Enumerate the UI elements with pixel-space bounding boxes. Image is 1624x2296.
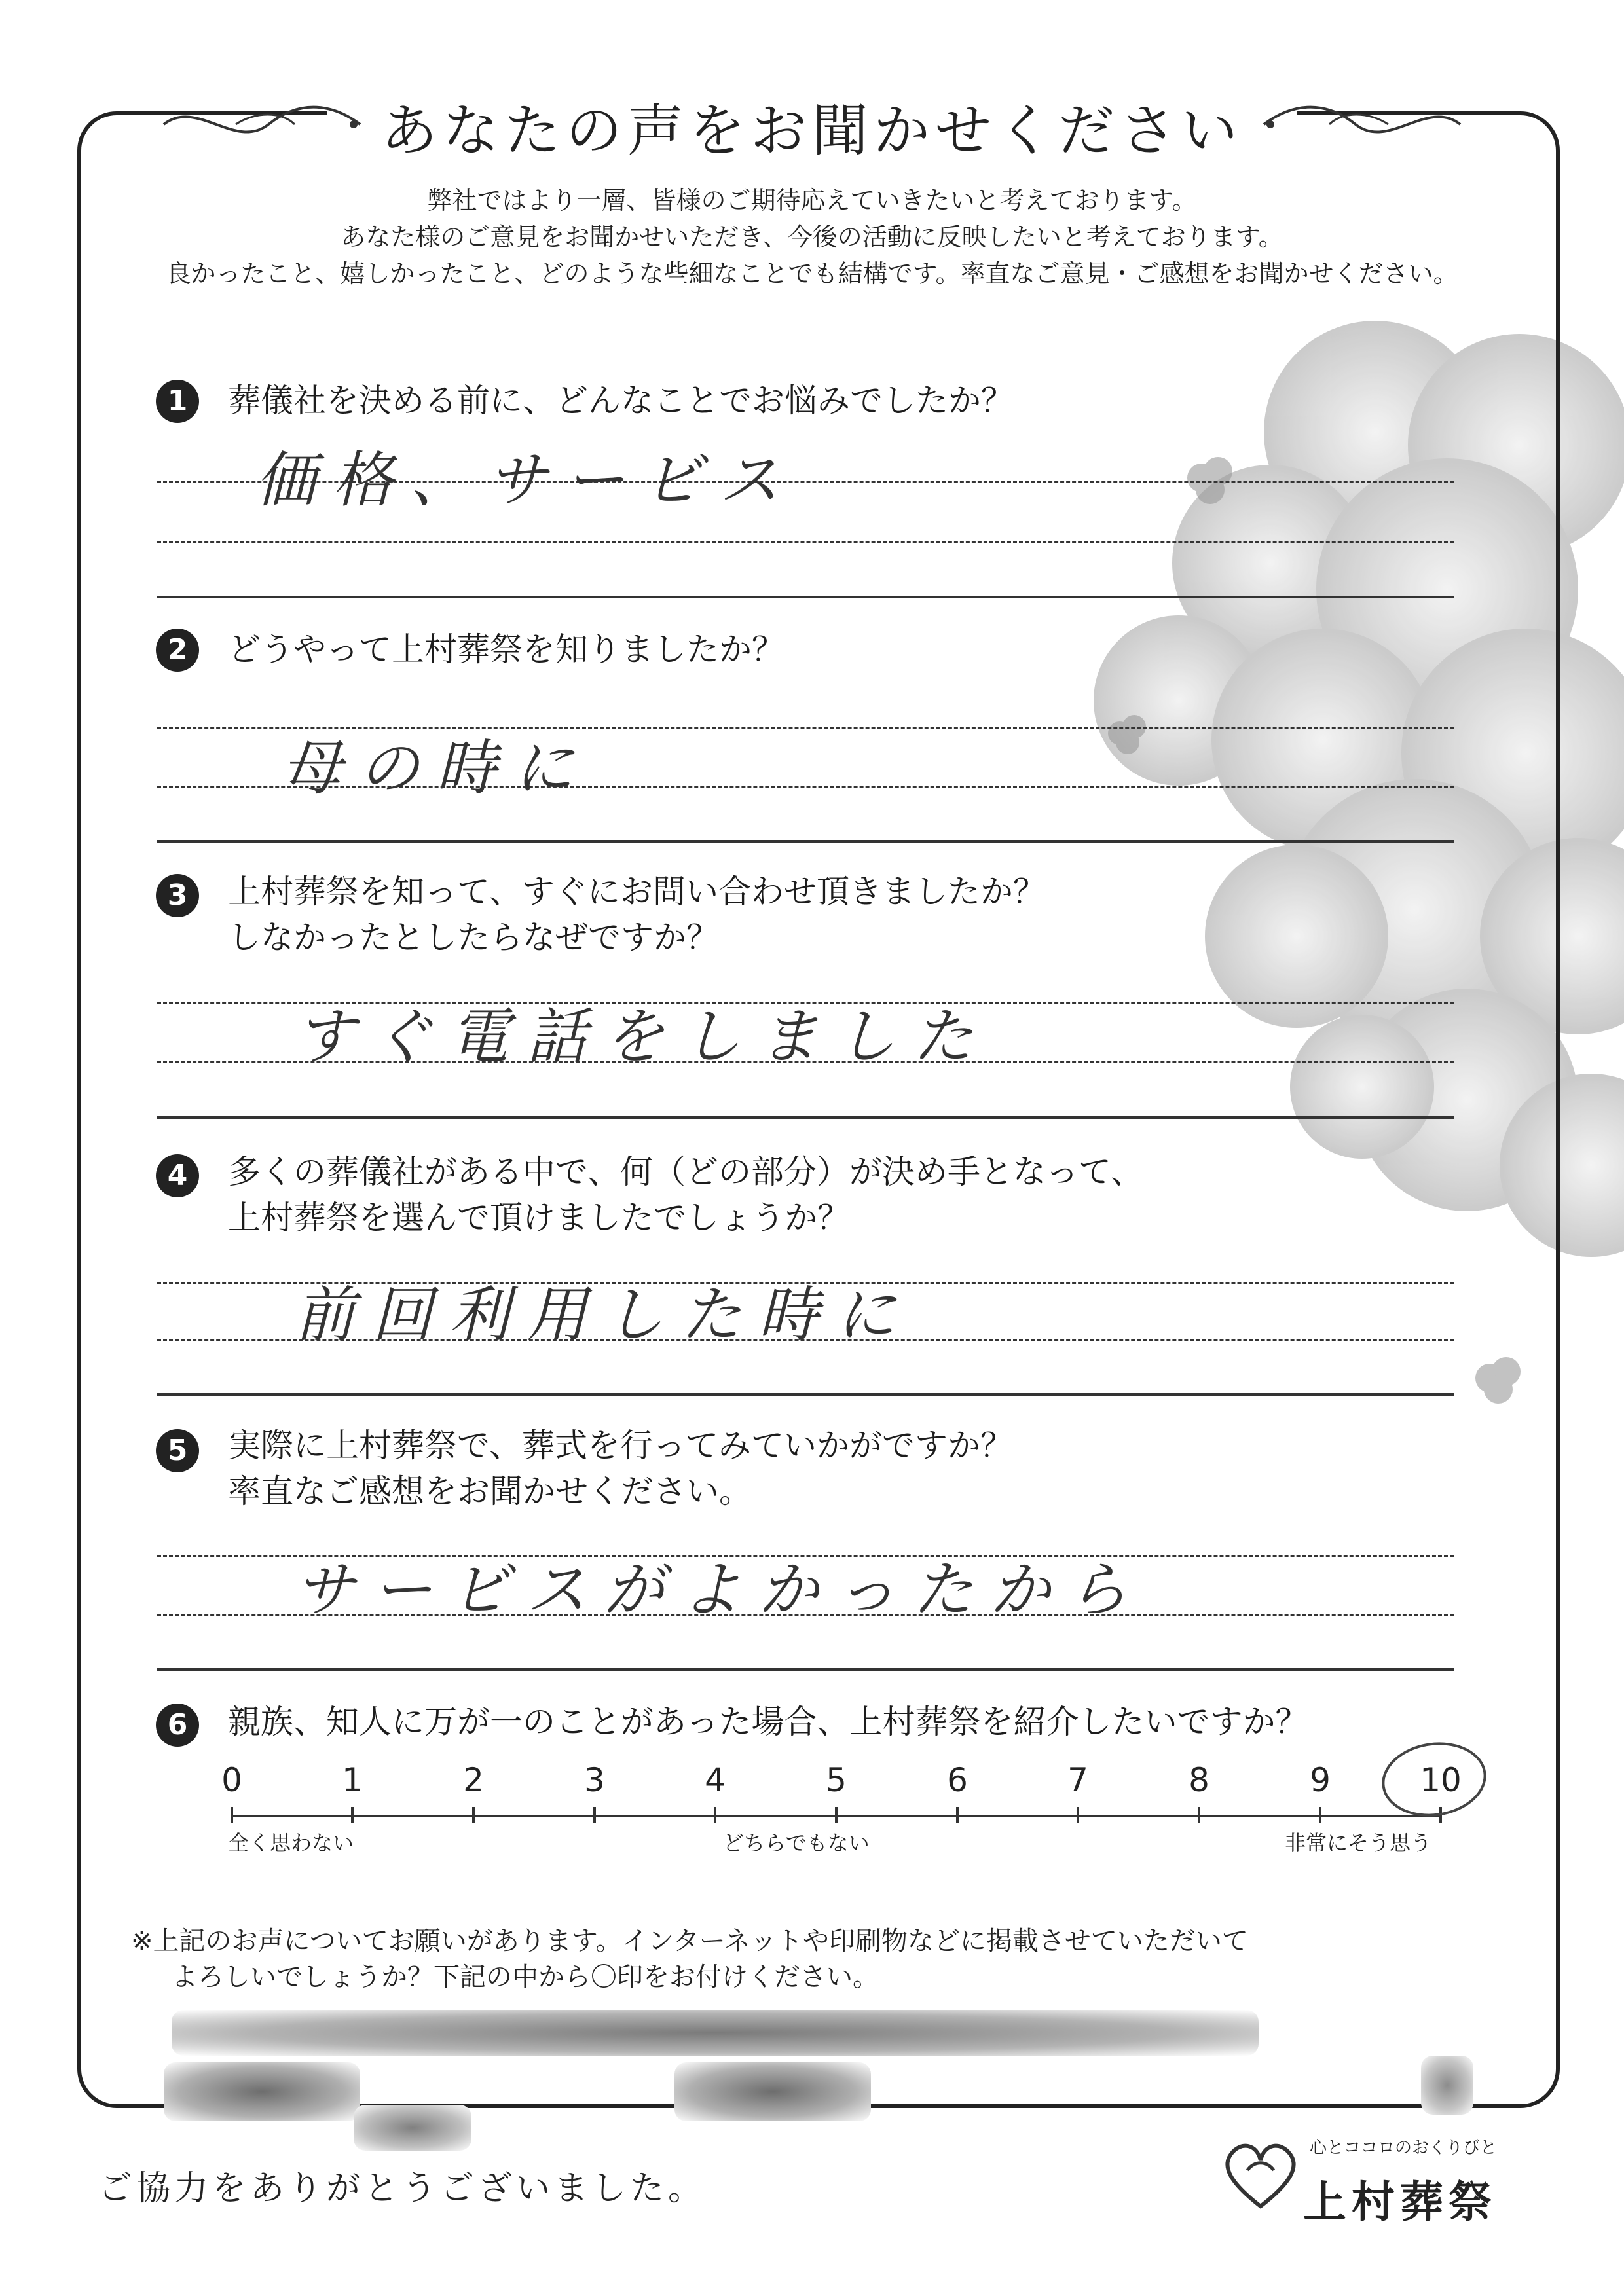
answer-3: すぐ電話をしました xyxy=(295,1002,991,1072)
question-5-line-1: 実際に上村葬祭で、葬式を行ってみていかがですか？ xyxy=(228,1427,1013,1465)
thanks-message: ご協力をありがとうございました。 xyxy=(98,2169,707,2208)
section-divider xyxy=(157,1393,1454,1396)
rating-option[interactable]: 2 xyxy=(463,1761,484,1799)
section-divider xyxy=(157,840,1454,843)
section-divider xyxy=(157,596,1454,598)
section-divider xyxy=(157,1116,1454,1119)
rating-option[interactable]: 6 xyxy=(947,1761,968,1799)
question-3-line-2: しなかったとしたらなぜですか？ xyxy=(228,919,719,957)
answer-line xyxy=(157,786,1454,788)
question-number-1: 1 xyxy=(156,380,199,423)
right-flourish-icon xyxy=(1257,98,1467,151)
scale-tick xyxy=(1319,1807,1321,1823)
scale-tick xyxy=(351,1807,354,1823)
redacted-area xyxy=(1421,2056,1473,2115)
rating-option[interactable]: 1 xyxy=(342,1761,363,1799)
answer-line xyxy=(157,1614,1454,1616)
rating-option[interactable]: 3 xyxy=(584,1761,605,1799)
redacted-area xyxy=(164,2062,360,2121)
question-1-text: 葬儀社を決める前に、どんなことでお悩みでしたか？ xyxy=(228,382,1014,420)
scale-tick xyxy=(835,1807,838,1823)
scale-tick xyxy=(714,1807,716,1823)
rating-option[interactable]: 5 xyxy=(826,1761,847,1799)
section-divider xyxy=(157,1668,1454,1671)
question-3-line-1: 上村葬祭を知って、すぐにお問い合わせ頂きましたか？ xyxy=(228,873,1046,911)
answer-line xyxy=(157,541,1454,543)
question-number-3: 3 xyxy=(156,874,199,917)
rating-option[interactable]: 10 xyxy=(1420,1761,1462,1799)
scale-tick xyxy=(472,1807,475,1823)
answer-5: サービスがよかったから xyxy=(295,1555,1145,1625)
scale-tick xyxy=(231,1807,233,1823)
redacted-area xyxy=(354,2105,471,2151)
scale-label-low: 全く思わない xyxy=(228,1831,354,1855)
logo-tagline: 心とココロのおくりびと xyxy=(1310,2138,1498,2158)
redacted-area xyxy=(172,2010,1259,2056)
rating-option[interactable]: 4 xyxy=(705,1761,726,1799)
logo-name: 上村葬祭 xyxy=(1303,2177,1497,2227)
answer-line xyxy=(157,1339,1454,1341)
rating-option[interactable]: 8 xyxy=(1189,1761,1209,1799)
redacted-area xyxy=(674,2062,871,2121)
answer-line xyxy=(157,1061,1454,1063)
scale-tick xyxy=(593,1807,596,1823)
scale-label-mid: どちらでもない xyxy=(723,1831,870,1855)
question-4-line-1: 多くの葬儀社がある中で、何（どの部分）が決め手となって、 xyxy=(228,1153,1143,1191)
scale-tick xyxy=(1077,1807,1079,1823)
scale-tick xyxy=(1198,1807,1200,1823)
rating-option[interactable]: 9 xyxy=(1310,1761,1331,1799)
consent-note-line-1: ※上記のお声についてお願いがあります。インターネットや印刷物などに掲載させていただいて xyxy=(131,1926,1248,1956)
answer-2: 母の時に xyxy=(282,733,591,803)
page-title: あなたの声をお聞かせください xyxy=(381,98,1243,164)
question-6-text: 親族、知人に万が一のことがあった場合、上村葬祭を紹介したいですか？ xyxy=(228,1703,1308,1741)
intro-line: 良かったこと、嬉しかったこと、どのような些細なことでも結構です。率直なご意見・ご感想をお聞かせください。 xyxy=(166,259,1458,288)
scale-tick xyxy=(1439,1807,1442,1823)
intro-text xyxy=(131,182,1493,292)
answer-1: 価格、サービス xyxy=(255,445,797,515)
consent-note-line-2: よろしいでしょうか？下記の中から〇印をお付けください。 xyxy=(172,1962,879,1992)
question-number-4: 4 xyxy=(156,1154,199,1197)
rating-option[interactable]: 0 xyxy=(221,1761,242,1799)
question-5-line-2: 率直なご感想をお聞かせください。 xyxy=(228,1472,752,1510)
company-logo-icon xyxy=(1218,2131,1303,2216)
scale-tick xyxy=(956,1807,959,1823)
question-number-6: 6 xyxy=(156,1704,199,1747)
left-flourish-icon xyxy=(157,98,367,151)
question-4-line-2: 上村葬祭を選んで頂けましたでしょうか？ xyxy=(228,1199,850,1237)
intro-line: あなた様のご意見をお聞かせいただき、今後の活動に反映したいと考えております。 xyxy=(341,223,1283,251)
answer-line xyxy=(157,481,1454,483)
scale-label-high: 非常にそう思う xyxy=(1285,1831,1432,1855)
question-2-text: どうやって上村葬祭を知りましたか？ xyxy=(228,630,784,668)
question-number-2: 2 xyxy=(156,629,199,672)
question-number-5: 5 xyxy=(156,1429,199,1472)
rating-option[interactable]: 7 xyxy=(1067,1761,1088,1799)
answer-4: 前回利用した時に xyxy=(295,1280,913,1350)
intro-line: 弊社ではより一層、皆様のご期待応えていきたいと考えております。 xyxy=(427,186,1197,215)
